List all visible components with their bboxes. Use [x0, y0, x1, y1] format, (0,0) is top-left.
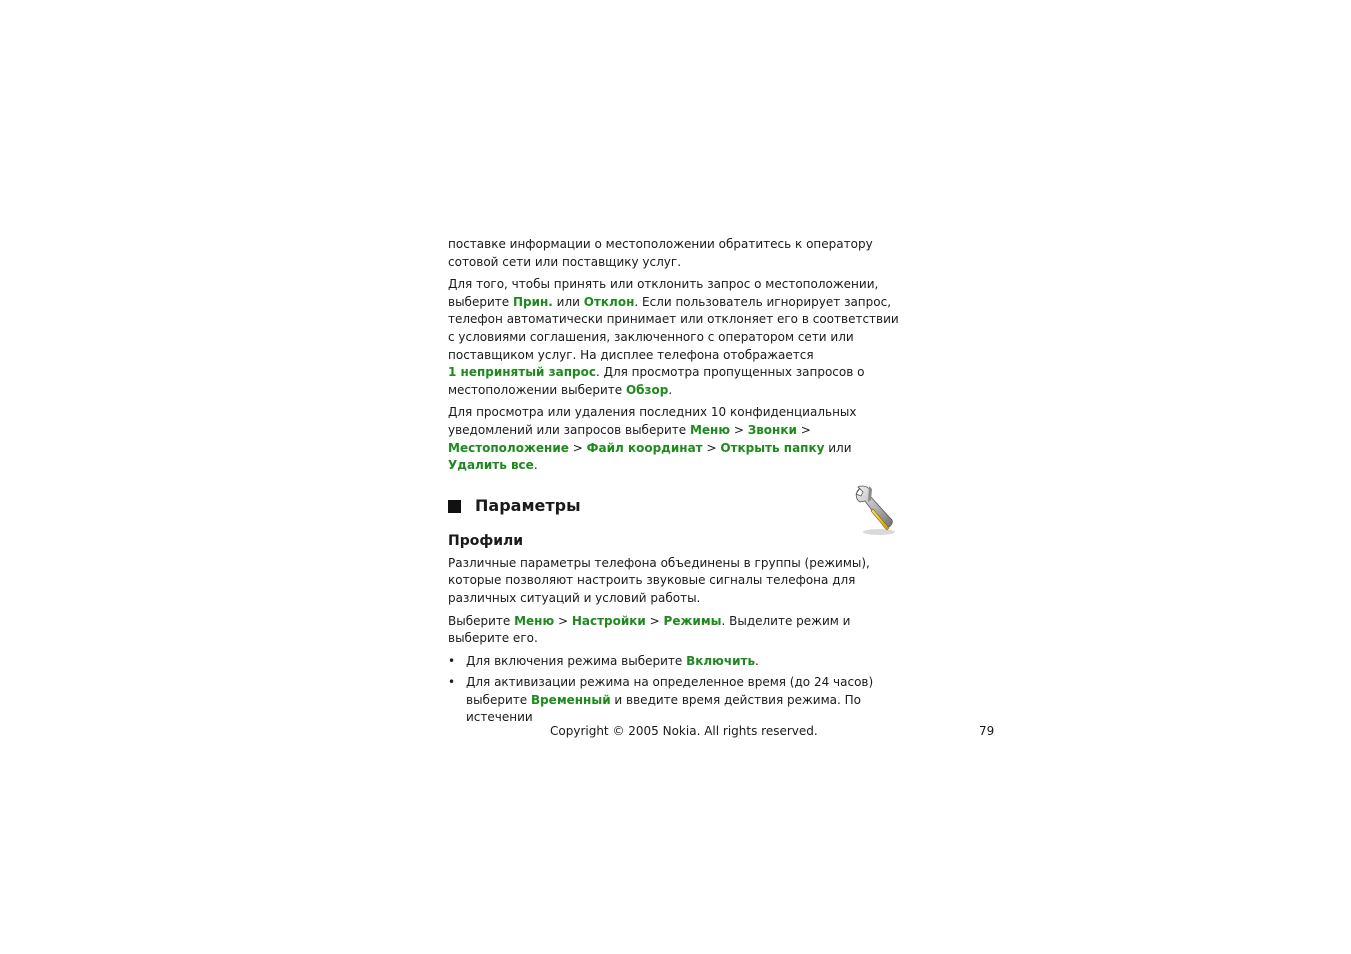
paragraph-profiles-intro: Различные параметры телефона объединены в группы (режимы), которые позволяют настроить звуковые сигналы телефона для различных ситуаций и условий работы. — [448, 555, 870, 605]
list-item: • Для включения режима выберите Включить. — [448, 653, 900, 671]
option-activate: Включить — [686, 653, 756, 668]
paragraph-location-info: поставке информации о местоположении обратитесь к оператору сотовой сети или поставщику услуг. — [448, 237, 873, 269]
option-reject: Отклон — [583, 294, 635, 309]
paragraph-select-mode: Выберите Меню > Настройки > Режимы. Выделите режим и выберите его. — [448, 613, 851, 646]
bullet-dot: • — [448, 653, 456, 668]
paragraph-accept-reject: Для того, чтобы принять или отклонить запрос о местоположении, выберите Прин. или Отклон. Если пользователь игнорирует запрос, телефон автоматически принимает или отклоняет его в соответствии с условиями соглашения, заключенного с оператором сети или поставщиком услуг. На дисплее телефона отображается 1 непринятый запрос. Для просмотра пропущенных запросов о местоположении выберите Обзор. — [448, 277, 899, 397]
menu-path-settings: Настройки — [571, 613, 646, 628]
option-temporary: Временный — [530, 692, 611, 707]
page-number: 79 — [979, 724, 995, 738]
option-open-folder: Открыть папку — [720, 440, 825, 455]
paragraph-view-delete: Для просмотра или удаления последних 10 конфиденциальных уведомлений или запросов выберите Меню > Звонки > Местоположение > Файл координат > Открыть папку или Удалить все. — [448, 405, 857, 473]
wrench-screwdriver-icon — [851, 484, 897, 536]
menu-path-coordinate-file: Файл координат — [586, 440, 703, 455]
section-heading — [448, 495, 900, 519]
option-delete-all: Удалить все — [448, 458, 534, 473]
page-content — [448, 236, 900, 731]
subsection-title: Профили — [448, 532, 524, 549]
menu-path-modes: Режимы — [663, 613, 722, 628]
section-square-icon — [448, 500, 461, 513]
menu-path-menu: Меню — [689, 422, 730, 437]
missed-request-text: 1 непринятый запрос — [448, 365, 596, 380]
section-title: Параметры — [475, 495, 581, 515]
menu-path-location: Местоположение — [448, 440, 569, 455]
menu-path-menu-2: Меню — [514, 613, 555, 628]
bullet-list — [448, 653, 900, 727]
copyright-text: Copyright © 2005 Nokia. All rights reserved. — [550, 724, 818, 738]
list-item: • Для активизации режима на определенное время (до 24 часов) выберите Временный и введите время действия режима. По истечении — [448, 675, 874, 725]
menu-path-calls: Звонки — [747, 422, 797, 437]
option-view: Обзор — [625, 382, 669, 397]
option-accept: Прин. — [512, 294, 553, 309]
bullet-dot: • — [448, 675, 456, 690]
